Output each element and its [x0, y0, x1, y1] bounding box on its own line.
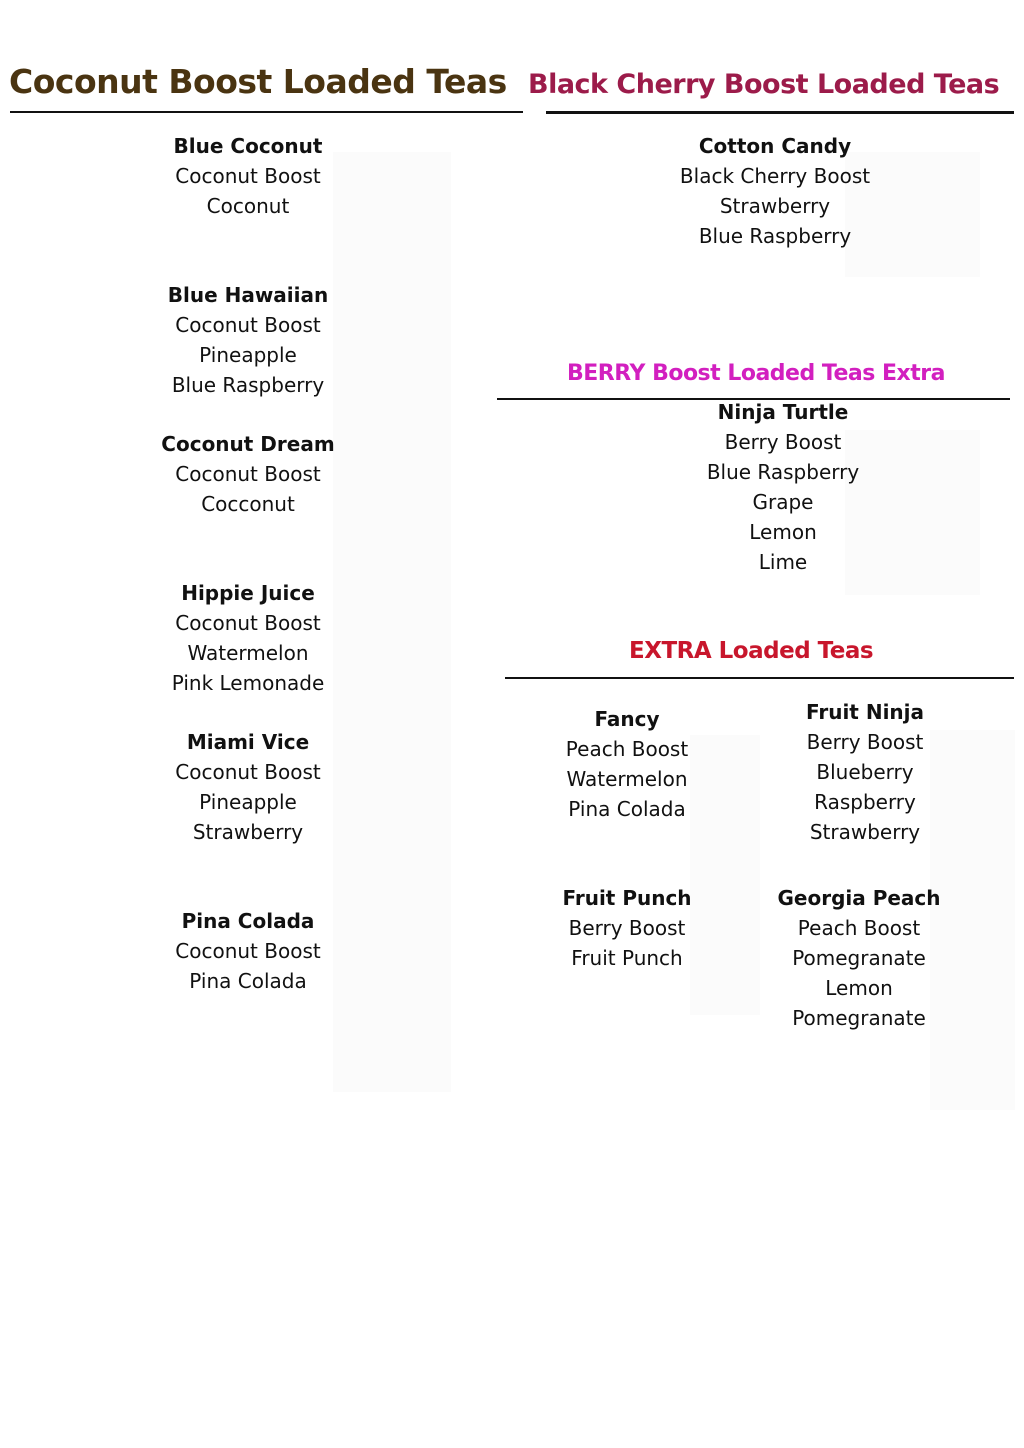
drink-name: Cotton Candy — [698, 134, 852, 158]
drink-ingredient: Lemon — [749, 520, 817, 544]
drink-ingredient: Pineapple — [199, 343, 297, 367]
drink-ingredient: Coconut Boost — [175, 462, 321, 486]
drink-name: Blue Coconut — [173, 134, 323, 158]
drink-name: Pina Colada — [181, 909, 315, 933]
drink-name: Fruit Punch — [562, 886, 692, 910]
drink-fancy — [537, 704, 717, 824]
drink-ninja-turtle — [683, 397, 883, 577]
drink-name: Coconut Dream — [161, 432, 335, 456]
drink-ingredient: Pink Lemonade — [171, 671, 325, 695]
drink-ingredient: Coconut Boost — [175, 164, 321, 188]
coconut-section-rule — [10, 111, 523, 113]
drink-ingredient: Blue Raspberry — [706, 460, 860, 484]
drink-blue-hawaiian — [148, 280, 348, 400]
drink-cotton-candy — [655, 131, 895, 251]
drink-name: Fancy — [594, 707, 660, 731]
drink-ingredient: Coconut Boost — [175, 313, 321, 337]
drink-ingredient: Strawberry — [719, 194, 831, 218]
berry-section-title: BERRY Boost Loaded Teas Extra — [567, 361, 945, 386]
drink-ingredient: Pomegranate — [792, 946, 926, 970]
drink-ingredient: Coconut Boost — [175, 939, 321, 963]
drink-ingredient: Berry Boost — [806, 730, 924, 754]
drink-ingredient: Coconut — [206, 194, 290, 218]
drink-name: Ninja Turtle — [717, 400, 849, 424]
drink-ingredient: Berry Boost — [724, 430, 842, 454]
drink-ingredient: Peach Boost — [565, 737, 689, 761]
drink-fruit-ninja — [775, 697, 955, 847]
drink-ingredient: Strawberry — [192, 820, 304, 844]
drink-ingredient: Peach Boost — [797, 916, 921, 940]
drink-ingredient: Pina Colada — [189, 969, 307, 993]
extra-section-rule — [505, 677, 1014, 679]
drink-pina-colada — [148, 906, 348, 996]
drink-ingredient: Watermelon — [566, 767, 688, 791]
cherry-section-title: Black Cherry Boost Loaded Teas — [528, 69, 1000, 100]
drink-hippie-juice — [148, 578, 348, 698]
drink-ingredient: Blue Raspberry — [171, 373, 325, 397]
drink-fruit-punch — [537, 883, 717, 973]
drink-ingredient: Raspberry — [814, 790, 916, 814]
drink-name: Blue Hawaiian — [167, 283, 329, 307]
drink-ingredient: Fruit Punch — [571, 946, 683, 970]
drink-coconut-dream — [148, 429, 348, 519]
drink-name: Fruit Ninja — [805, 700, 925, 724]
drink-miami-vice — [148, 727, 348, 847]
drink-blue-coconut — [148, 131, 348, 221]
background-patch — [333, 152, 451, 1092]
drink-name: Georgia Peach — [777, 886, 941, 910]
drink-ingredient: Lemon — [825, 976, 893, 1000]
drink-ingredient: Strawberry — [809, 820, 921, 844]
drink-ingredient: Berry Boost — [568, 916, 686, 940]
drink-ingredient: Grape — [752, 490, 814, 514]
drink-ingredient: Black Cherry Boost — [679, 164, 871, 188]
drink-ingredient: Coconut Boost — [175, 760, 321, 784]
coconut-section-title: Coconut Boost Loaded Teas — [9, 62, 507, 101]
drink-ingredient: Pineapple — [199, 790, 297, 814]
drink-name: Miami Vice — [186, 730, 310, 754]
cherry-section-rule — [546, 111, 1014, 114]
extra-section-title: EXTRA Loaded Teas — [629, 638, 874, 664]
drink-ingredient: Coconut Boost — [175, 611, 321, 635]
drink-name: Hippie Juice — [181, 581, 315, 605]
drink-ingredient: Lime — [758, 550, 808, 574]
drink-ingredient: Pina Colada — [568, 797, 686, 821]
drink-ingredient: Cocconut — [201, 492, 295, 516]
drink-ingredient: Blue Raspberry — [698, 224, 852, 248]
drink-ingredient: Watermelon — [187, 641, 309, 665]
drink-ingredient: Blueberry — [816, 760, 914, 784]
drink-ingredient: Pomegranate — [792, 1006, 926, 1030]
drink-georgia-peach — [764, 883, 954, 1033]
